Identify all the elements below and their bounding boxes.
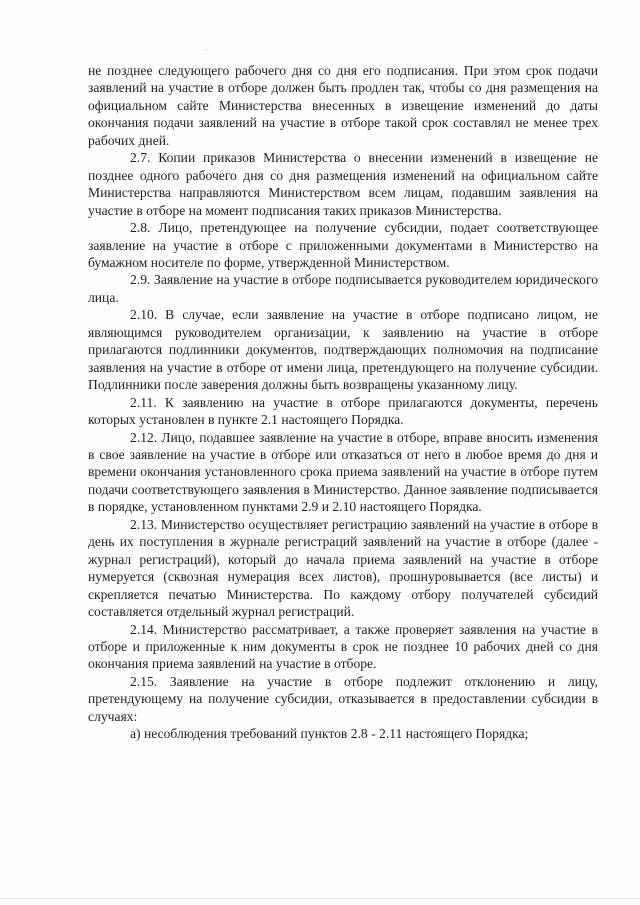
- list-item-a: а) несоблюдения требований пунктов 2.8 - 2.11 настоящего Порядка;: [130, 726, 529, 742]
- paragraph-2-14: 2.14. Министерство рассматривает, а также проверяет заявления на участие в отборе и приложенные к ним документы в срок не позднее 10 рабочих дней со дня окончания приема заявлений на участие в отборе.: [88, 621, 598, 672]
- scan-edge: [0, 898, 640, 899]
- paragraph-2-11: 2.11. К заявлению на участие в отборе прилагаются документы, перечень которых установлен в пункте 2.1 настоящего Порядка.: [88, 394, 598, 428]
- paragraph-2-9: 2.9. Заявление на участие в отборе подписывается руководителем юридического лица.: [88, 272, 598, 305]
- paragraph-2-10: 2.10. В случае, если заявление на участие в отборе подписано лицом, не являющимся руководителем организации, к заявлению на участие в отборе прилагаются подлинники документов, подтверждающих полномочия на подписание заявления на участие в отборе от имени лица, претендующего на получение субсидии. Подлинники после заверения должны быть возвращены указанному лицу.: [88, 307, 598, 393]
- paragraph-2-12: 2.12. Лицо, подавшее заявление на участие в отборе, вправе вносить изменения в свое заявление на участие в отборе или отказаться от него в любое время до дня и времени окончания установленного срока приема заявлений на участие в отборе путем подачи соответствующего заявления в Министерство. Данное заявление подписывается в порядке, установленном пунктами 2.9 и 2.10 настоящего Порядка.: [88, 429, 598, 515]
- paragraph-continuation: не позднее следующего рабочего дня со дня его подписания. При этом срок подачи заявлений на участие в отборе должен быть продлен так, чтобы со дня размещения на официальном сайте Министерства внесенных в извещение изменений до даты окончания подачи заявлений на участие в отборе такой срок составлял не менее трех рабочих дней.: [88, 63, 598, 148]
- paragraph-2-8: 2.8. Лицо, претендующее на получение субсидии, подает соответствующее заявление на участие в отборе с приложенными документами в Министерство на бумажном носителе по форме, утвержденной Министерством.: [88, 220, 598, 270]
- document-body: [88, 62, 598, 743]
- paragraph-2-15: 2.15. Заявление на участие в отборе подлежит отклонению и лицу, претендующему на получение субсидии, отказывается в предоставлении субсидии в случаях:: [88, 673, 598, 724]
- paragraph-2-7: 2.7. Копии приказов Министерства о внесении изменений в извещение не позднее одного рабочего дня со дня размещения изменений на официальном сайте Министерства направляются Министерством всем лицам, подавшим заявления на участие в отборе на момент подписания таких приказов Министерства.: [88, 150, 598, 218]
- scan-artifact: [206, 50, 207, 51]
- paragraph-2-13: 2.13. Министерство осуществляет регистрацию заявлений на участие в отборе в день их поступления в журнале регистраций заявлений на участие в отборе (далее - журнал регистраций), который до начала приема заявлений на участие в отборе нумеруется (сквозная нумерация всех листов), прошнуровывается (все листы) и скрепляется печатью Министерства. По каждому отбору получателей субсидий составляется отдельный журнал регистраций.: [88, 516, 598, 620]
